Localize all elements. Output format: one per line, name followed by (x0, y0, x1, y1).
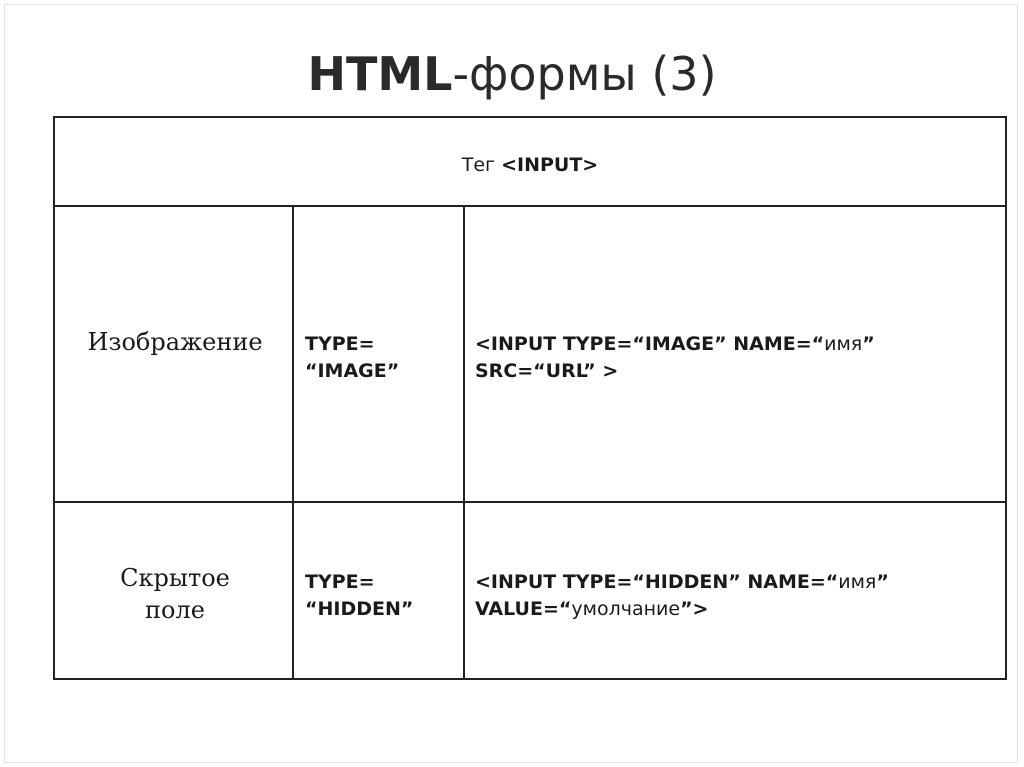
type-line: “HIDDEN” (305, 598, 414, 620)
code-line: <INPUT TYPE=“HIDDEN” NAME=“имя” (475, 571, 889, 593)
code-line: VALUE=“умолчание”> (475, 598, 709, 620)
row-code-image (475, 331, 875, 385)
input-types-table (53, 116, 1007, 680)
type-line: TYPE= (305, 333, 375, 355)
header-tag: <INPUT> (501, 154, 599, 176)
row-label-image (61, 326, 289, 358)
row-type-image (305, 331, 399, 385)
row-label-line: Изображение (87, 328, 263, 356)
code-line: <INPUT TYPE=“IMAGE” NAME=“имя” (475, 333, 875, 355)
table-row-divider (55, 501, 1005, 503)
type-line: “IMAGE” (305, 360, 400, 382)
table-row-divider (55, 205, 1005, 207)
title-normal-part: -формы (3) (452, 47, 717, 101)
row-code-hidden (475, 569, 889, 623)
slide-title (0, 44, 1024, 104)
row-label-hidden (61, 562, 289, 626)
row-type-hidden (305, 569, 413, 623)
row-label-line: поле (145, 596, 205, 624)
row-label-line: Скрытое (120, 564, 230, 592)
type-line: TYPE= (305, 571, 375, 593)
table-header-cell (55, 152, 1005, 179)
header-prefix: Тег (461, 154, 502, 176)
table-column-divider (292, 207, 294, 678)
title-bold-part: HTML (307, 47, 453, 101)
code-line: SRC=“URL” > (475, 360, 619, 382)
table-column-divider (463, 207, 465, 678)
